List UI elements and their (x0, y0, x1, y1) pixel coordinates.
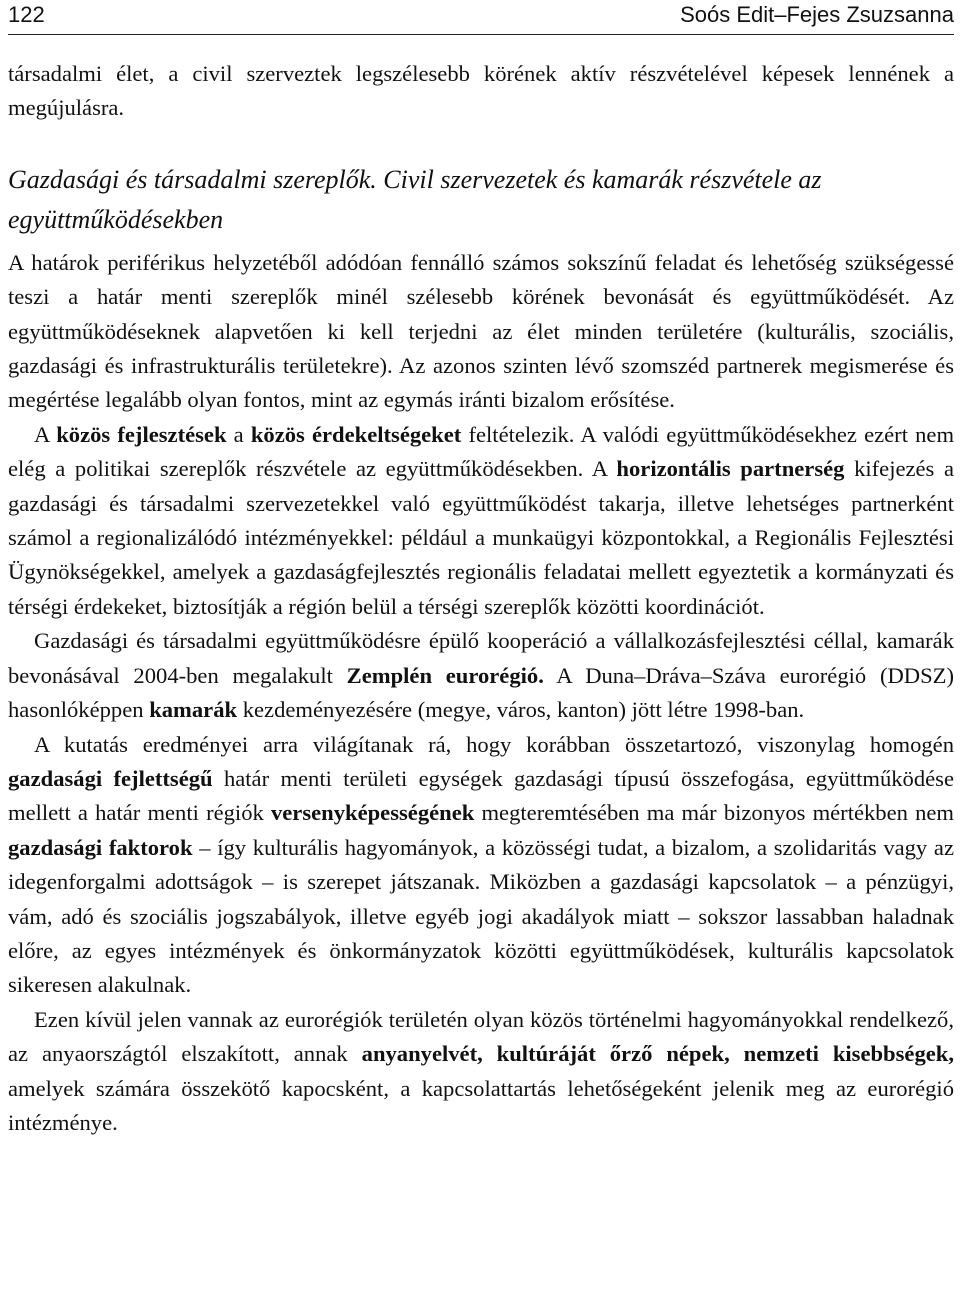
bold-term: kamarák (149, 697, 238, 723)
text-run: a (226, 421, 251, 447)
paragraph-5 (8, 1003, 954, 1141)
text-run: Ezen kívül jelen vannak az eurorégiók területén olyan közös történelmi hagyományokkal rendelkező, az anyaországtól elszakított, annak (8, 1006, 954, 1067)
text-run: határ menti területi egységek gazdasági típusú összefogása, együttműködése mellett a határ menti régiók (8, 765, 954, 826)
text-run: Gazdasági és társadalmi együttműködésre épülő kooperáció a vállalkozásfejlesztési céllal, kamarák bevonásával 2004-ben megalakult (8, 628, 954, 688)
bold-term: anyanyelvét, kultúráját őrző népek, nemzeti kisebbségek, (361, 1041, 954, 1067)
paragraph-3 (8, 624, 954, 727)
text-run: megteremtésében ma már bizonyos mértékben nem (474, 800, 955, 826)
bold-term: gazdasági faktorok (8, 834, 193, 860)
paragraph-2 (8, 418, 954, 624)
bold-term: Zemplén eurorégió. (346, 662, 544, 688)
text-run: feltételezik. A valódi együttműködésekhez ezért nem elég a politikai szereplők részvétele az együttműködésekben. A (8, 421, 955, 482)
paragraph-1: A határok periférikus helyzetéből adódóan fennálló számos sokszínű feladat és lehetőség szükségessé teszi a határ menti szereplők minél szélesebb körének bevonását és együttműködését. Az együttműködéseknek alapvetően ki kell terjedni az élet minden területére (kulturális, szociális, gazdasági és infrastrukturális területekre). Az azonos szinten lévő szomszéd partnerek megismerése és megértése legalább olyan fontos, mint az egymás iránti bizalom erősítése. (8, 249, 954, 413)
bold-term: horizontális partnerség (616, 456, 845, 482)
bold-term: közös érdekeltségeket (250, 421, 462, 447)
text-run: A kutatás eredményei arra világítanak rá, hogy korábban összetartozó, viszonylag homogén (34, 731, 954, 757)
bold-term: gazdasági fejlettségű (8, 765, 213, 791)
section-heading: Gazdasági és társadalmi szereplők. Civil szervezetek és kamarák részvétele az együttműködésekben (8, 164, 822, 234)
text-run: – így kulturális hagyományok, a közösségi tudat, a bizalom, a szolidaritás vagy az idegenforgalmi adottságok – is szerepet játszanak. Miközben a gazdasági kapcsolatok – a pénzügyi, vám, adó és szociális jogszabályok, illetve egyéb jogi akadályok miatt – sokszor lassabban haladnak előre, az egyes intézmények és önkormányzatok közötti együttműködések, kulturális kapcsolatok sikeresen alakulnak. (8, 834, 954, 998)
paragraph-4 (8, 728, 954, 1003)
bold-term: közös fejlesztések (56, 421, 227, 447)
paragraph-continuation: társadalmi élet, a civil szerveztek legszélesebb körének aktív részvételével képesek lennének a megújulásra. (8, 61, 954, 121)
page-number: 122 (8, 2, 45, 27)
running-header (8, 0, 954, 35)
text-run: A (34, 421, 57, 447)
text-run: kezdeményezésére (megye, város, kanton) jött létre 1998-ban. (237, 697, 805, 723)
body-text (8, 57, 954, 1140)
bold-term: versenyképességének (270, 800, 475, 826)
text-run: kifejezés a gazdasági és társadalmi szervezetekkel való együttműködést takarja, illetve lehetséges partnerként számol a regionalizálódó intézményekkel: például a munkaügyi központokkal, a Regionális Fejlesztési Ügynökségekkel, amelyek a gazdaságfejlesztés regionális feladatai mellett egyeztetik a kormányzati és térségi érdekeket, biztosítják a régión belül a térségi szereplők közötti koordinációt. (8, 456, 955, 619)
running-head-authors: Soós Edit–Fejes Zsuzsanna (680, 2, 954, 27)
text-run: A Duna–Dráva–Száva eurorégió (DDSZ) hasonlóképpen (8, 662, 954, 723)
text-run: amelyek számára összekötő kapocsként, a kapcsolattartás lehetőségeként jelenik meg az eurorégió intézménye. (8, 1075, 954, 1135)
